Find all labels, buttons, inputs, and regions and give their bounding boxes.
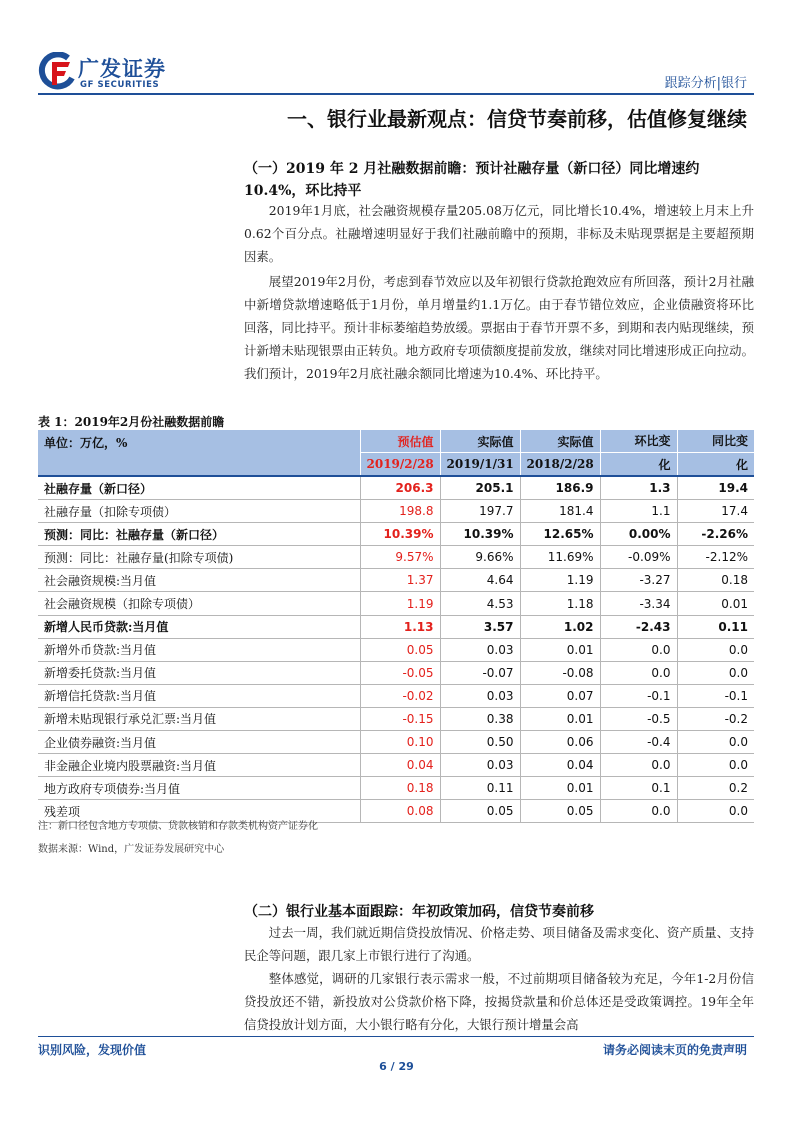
col-header-actual-feb18: 实际值 [520, 430, 600, 453]
row-value: 0.05 [440, 800, 520, 823]
row-value: 0.18 [360, 777, 440, 800]
row-value: -2.26% [677, 523, 754, 546]
row-value: 0.0 [600, 754, 677, 777]
row-label: 企业债券融资:当月值 [38, 731, 360, 754]
row-label: 新增外币贷款:当月值 [38, 638, 360, 661]
row-value: -0.08 [520, 661, 600, 684]
table-source: 数据来源：Wind，广发证券发展研究中心 [38, 844, 225, 855]
row-value: 0.38 [440, 707, 520, 730]
row-label: 社融存量（新口径） [38, 476, 360, 500]
row-value: 0.11 [677, 615, 754, 638]
row-value: 0.0 [677, 638, 754, 661]
table-row [38, 638, 754, 661]
section2-paragraph-1: 过去一周，我们就近期信贷投放情况、价格走势、项目储备及需求变化、资产质量、支持民企等问题，跟几家上市银行进行了沟通。 [244, 925, 754, 963]
row-label: 预测：同比：社融存量(扣除专项债) [38, 546, 360, 569]
table-row [38, 523, 754, 546]
row-value: 1.1 [600, 500, 677, 523]
row-value: 0.0 [600, 800, 677, 823]
row-label: 预测：同比：社融存量（新口径） [38, 523, 360, 546]
row-value: 0.05 [360, 638, 440, 661]
row-value: 1.18 [520, 592, 600, 615]
row-value: 0.06 [520, 731, 600, 754]
table-row [38, 546, 754, 569]
row-value: 1.37 [360, 569, 440, 592]
row-value: 0.50 [440, 731, 520, 754]
unit-header: 单位：万亿，% [38, 430, 360, 476]
section1-heading: （一）2019 年 2 月社融数据前瞻：预计社融存量（新口径）同比增速约10.4%，环比持平 [244, 161, 700, 199]
row-value: -0.4 [600, 731, 677, 754]
row-value: 0.0 [600, 638, 677, 661]
col-header-estimate: 预估值 [360, 430, 440, 453]
row-value: -2.43 [600, 615, 677, 638]
row-value: 0.18 [677, 569, 754, 592]
brand-name-english: GF SECURITIES [80, 80, 160, 90]
row-label: 新增人民币贷款:当月值 [38, 615, 360, 638]
row-label: 新增委托贷款:当月值 [38, 661, 360, 684]
row-value: 1.19 [360, 592, 440, 615]
row-label: 非金融企业境内股票融资:当月值 [38, 754, 360, 777]
table-row [38, 707, 754, 730]
table-row [38, 569, 754, 592]
table-row [38, 754, 754, 777]
row-value: -0.09% [600, 546, 677, 569]
col-header-actual-jan: 实际值 [440, 430, 520, 453]
footer-slogan: 识别风险，发现价值 [38, 1043, 147, 1057]
table-row [38, 500, 754, 523]
row-value: 1.19 [520, 569, 600, 592]
row-value: -0.05 [360, 661, 440, 684]
row-value: 0.01 [520, 777, 600, 800]
table-row [38, 592, 754, 615]
row-value: 9.57% [360, 546, 440, 569]
row-value: 19.4 [677, 476, 754, 500]
row-label: 残差项 [38, 800, 360, 823]
row-value: 0.04 [360, 754, 440, 777]
col-date-actual-jan: 2019/1/31 [440, 453, 520, 477]
row-value: 0.08 [360, 800, 440, 823]
row-value: 0.04 [520, 754, 600, 777]
row-value: 0.10 [360, 731, 440, 754]
section1-paragraph-2: 展望2019年2月份，考虑到春节效应以及年初银行贷款抢跑效应有所回落，预计2月社融中新增贷款增速略低于1月份，单月增量约1.1万亿。由于春节错位效应，企业债融资将环比回落，同比持平。预计非标萎缩趋势放缓。票据由于春节开票不多，到期和表内贴现继续，预计新增未贴现银票由正转负。地方政府专项债额度提前发放，继续对同比增速形成正向拉动。我们预计，2019年2月底社融余额同比增速为10.4%、环比持平。 [244, 274, 754, 381]
table-row [38, 615, 754, 638]
table-header-row [38, 430, 754, 453]
row-value: 4.53 [440, 592, 520, 615]
table-row [38, 684, 754, 707]
row-label: 社会融资规模:当月值 [38, 569, 360, 592]
row-value: 17.4 [677, 500, 754, 523]
table-row [38, 731, 754, 754]
social-financing-table [38, 430, 754, 823]
row-value: 0.11 [440, 777, 520, 800]
row-label: 新增未贴现银行承兑汇票:当月值 [38, 707, 360, 730]
row-value: 0.0 [677, 731, 754, 754]
col-yoy-suffix: 化 [677, 453, 754, 477]
row-value: 0.00% [600, 523, 677, 546]
row-value: 0.0 [677, 661, 754, 684]
row-value: 9.66% [440, 546, 520, 569]
footer-disclaimer: 请务必阅读末页的免责声明 [602, 1043, 747, 1057]
row-value: 186.9 [520, 476, 600, 500]
footer-divider [38, 1036, 754, 1037]
section2-heading: （二）银行业基本面跟踪：年初政策加码，信贷节奏前移 [244, 904, 594, 920]
row-value: 3.57 [440, 615, 520, 638]
row-value: 0.07 [520, 684, 600, 707]
col-header-yoy: 同比变 [677, 430, 754, 453]
col-date-estimate: 2019/2/28 [360, 453, 440, 477]
row-label: 地方政府专项债券:当月值 [38, 777, 360, 800]
page-title: 一、银行业最新观点：信贷节奏前移，估值修复继续 [287, 107, 747, 131]
header-divider [38, 93, 754, 95]
row-value: 0.01 [520, 707, 600, 730]
table-row [38, 777, 754, 800]
row-value: -0.5 [600, 707, 677, 730]
row-value: -0.15 [360, 707, 440, 730]
table-note: 注：新口径包含地方专项债、贷款核销和存款类机构资产证券化 [38, 821, 318, 832]
row-value: 0.2 [677, 777, 754, 800]
row-value: 10.39% [440, 523, 520, 546]
table-row [38, 661, 754, 684]
row-value: 12.65% [520, 523, 600, 546]
row-value: 198.8 [360, 500, 440, 523]
row-value: -0.1 [677, 684, 754, 707]
row-value: 197.7 [440, 500, 520, 523]
row-value: 1.13 [360, 615, 440, 638]
row-value: 0.01 [520, 638, 600, 661]
row-label: 社融存量（扣除专项债） [38, 500, 360, 523]
row-value: -0.07 [440, 661, 520, 684]
page-number: 6 / 29 [379, 1060, 414, 1073]
row-value: 0.0 [600, 661, 677, 684]
row-value: 4.64 [440, 569, 520, 592]
row-value: 0.03 [440, 754, 520, 777]
col-header-mom: 环比变 [600, 430, 677, 453]
row-value: -0.1 [600, 684, 677, 707]
col-date-actual-feb18: 2018/2/28 [520, 453, 600, 477]
row-value: -0.02 [360, 684, 440, 707]
row-value: -0.2 [677, 707, 754, 730]
row-value: 1.3 [600, 476, 677, 500]
gf-logo-icon [38, 52, 76, 92]
row-label: 新增信托贷款:当月值 [38, 684, 360, 707]
row-value: -3.27 [600, 569, 677, 592]
brand-name: 广发证券 [78, 57, 166, 81]
section1-paragraph-1: 2019年1月底，社会融资规模存量205.08万亿元，同比增长10.4%，增速较上月末上升0.62个百分点。社融增速明显好于我们社融前瞻中的预期，非标及未贴现票据是主要超预期因素。 [244, 203, 754, 264]
row-value: 0.03 [440, 638, 520, 661]
section2-paragraph-2: 整体感觉，调研的几家银行表示需求一般，不过前期项目储备较为充足，今年1-2月份信贷投放还不错，新投放对公贷款价格下降，按揭贷款量和价总体还是受政策调控。19年全年信贷投放计划方面，大小银行略有分化，大银行预计增量会高 [244, 971, 754, 1032]
table-caption: 表 1：2019年2月份社融数据前瞻 [38, 415, 225, 429]
row-value: 1.02 [520, 615, 600, 638]
report-section-label: 跟踪分析|银行 [664, 76, 747, 91]
row-value: 0.0 [677, 754, 754, 777]
row-value: 0.01 [677, 592, 754, 615]
col-mom-suffix: 化 [600, 453, 677, 477]
row-value: 0.0 [677, 800, 754, 823]
row-value: 0.05 [520, 800, 600, 823]
row-value: 11.69% [520, 546, 600, 569]
row-value: 206.3 [360, 476, 440, 500]
row-value: 205.1 [440, 476, 520, 500]
table-row [38, 476, 754, 500]
row-label: 社会融资规模（扣除专项债） [38, 592, 360, 615]
row-value: -2.12% [677, 546, 754, 569]
row-value: 0.1 [600, 777, 677, 800]
row-value: 181.4 [520, 500, 600, 523]
brand-logo [38, 52, 188, 96]
row-value: 10.39% [360, 523, 440, 546]
row-value: 0.03 [440, 684, 520, 707]
row-value: -3.34 [600, 592, 677, 615]
